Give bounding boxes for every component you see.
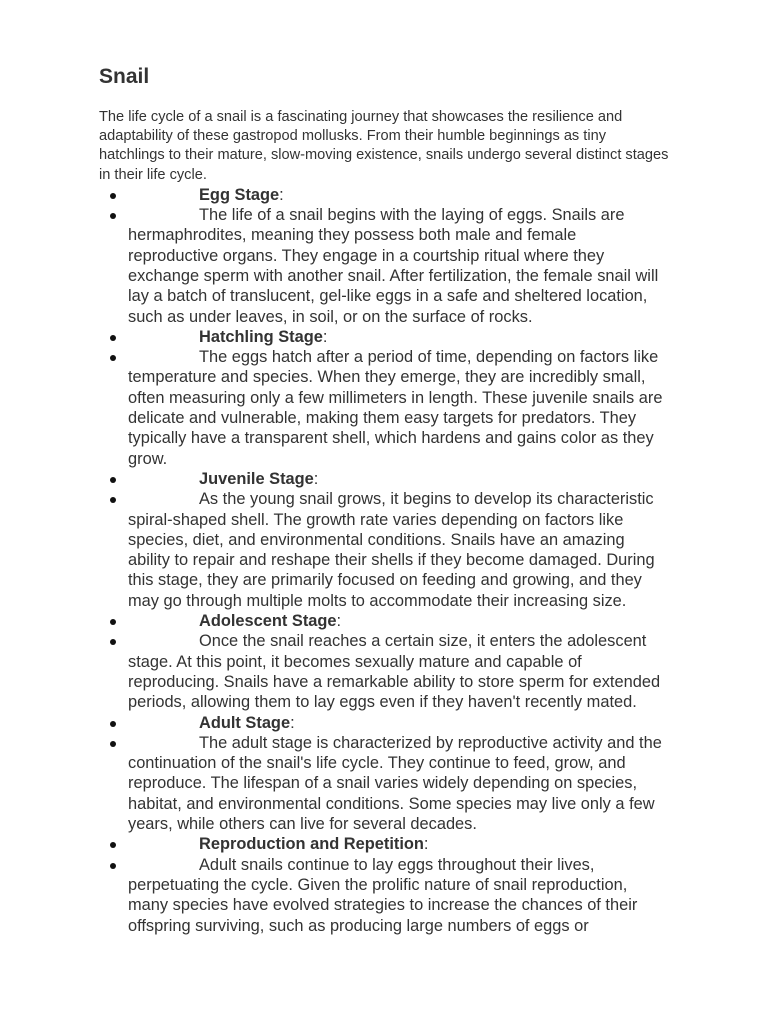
- stage-heading-item: [99, 469, 671, 489]
- page-title: Snail: [99, 65, 150, 88]
- life-cycle-list: [99, 185, 671, 936]
- heading-colon: :: [423, 835, 429, 854]
- stage-body: The adult stage is characterized by reproductive activity and the continuation of the snail's life cycle. They continue to feed, grow, and reproduce. The lifespan of a snail varies widely depending on species, habitat, and environmental conditions. Some species may live only a few years, while others can live for several decades.: [128, 733, 662, 834]
- stage-body: The life of a snail begins with the laying of eggs. Snails are hermaphrodites, meaning they possess both male and female reproductive organs. They engage in a courtship ritual where they exchange sperm with another snail. After fertilization, the female snail will lay a batch of translucent, gel-like eggs in a safe and sheltered location, such as under leaves, in soil, or on the surface of rocks.: [128, 206, 659, 326]
- bullet-icon: [110, 741, 116, 747]
- intro-paragraph: The life cycle of a snail is a fascinating journey that showcases the resilience and adaptability of these gastropod mollusks. From their humble beginnings as tiny hatchlings to their mature, slow-moving existence, snails undergo several distinct stages in their life cycle.: [99, 109, 669, 183]
- stage-heading-item: [99, 185, 671, 205]
- stage-body: As the young snail grows, it begins to develop its characteristic spiral-shaped shell. The growth rate varies depending on factors like species, diet, and environmental conditions. Snails have an amazing ability to repair and reshape their shells if they become damaged. During this stage, they are primarily focused on feeding and growing, and they may go through multiple molts to accommodate their increasing size.: [128, 490, 655, 610]
- bullet-icon: [110, 842, 116, 848]
- stage-heading-item: [99, 713, 671, 733]
- stage-heading: Reproduction and Repetition: [199, 835, 424, 854]
- heading-colon: :: [279, 185, 284, 204]
- stage-body-item: [99, 205, 671, 327]
- bullet-icon: [110, 213, 116, 219]
- stage-body-item: [99, 489, 671, 611]
- stage-heading: Adolescent Stage: [199, 612, 337, 631]
- stage-body-item: [99, 855, 671, 936]
- bullet-icon: [110, 619, 116, 625]
- heading-colon: :: [322, 327, 328, 346]
- bullet-icon: [110, 639, 116, 645]
- stage-body: Adult snails continue to lay eggs throughout their lives, perpetuating the cycle. Given the prolific nature of snail reproduction, many species have evolved strategies to increase the chances of their offspring surviving, such as producing large numbers of eggs or: [128, 855, 638, 935]
- stage-body-item: [99, 347, 671, 469]
- stage-body-item: [99, 733, 671, 834]
- bullet-icon: [110, 863, 116, 869]
- document-page: [99, 62, 671, 936]
- bullet-icon: [110, 477, 116, 483]
- stage-heading: Juvenile Stage: [199, 469, 314, 488]
- stage-heading: Egg Stage: [199, 185, 280, 204]
- stage-body: Once the snail reaches a certain size, it enters the adolescent stage. At this point, it becomes sexually mature and capable of reproducing. Snails have a remarkable ability to store sperm for extended periods, allowing them to lay eggs even if they haven't recently mated.: [128, 632, 661, 712]
- stage-heading: Hatchling Stage: [199, 327, 323, 346]
- stage-heading-item: [99, 611, 671, 631]
- heading-colon: :: [290, 713, 295, 732]
- heading-colon: :: [336, 612, 342, 631]
- bullet-icon: [110, 355, 116, 361]
- heading-colon: :: [313, 469, 319, 488]
- stage-heading: Adult Stage: [199, 713, 291, 732]
- bullet-icon: [110, 497, 116, 503]
- stage-body-item: [99, 631, 671, 712]
- stage-body: The eggs hatch after a period of time, depending on factors like temperature and species. When they emerge, they are incredibly small, often measuring only a few millimeters in length. These juvenile snails are delicate and vulnerable, making them easy targets for predators. They typically have a transparent shell, which hardens and gains color as they grow.: [128, 348, 663, 468]
- stage-heading-item: [99, 834, 671, 854]
- stage-heading-item: [99, 327, 671, 347]
- bullet-icon: [110, 335, 116, 341]
- bullet-icon: [110, 193, 116, 199]
- bullet-icon: [110, 721, 116, 727]
